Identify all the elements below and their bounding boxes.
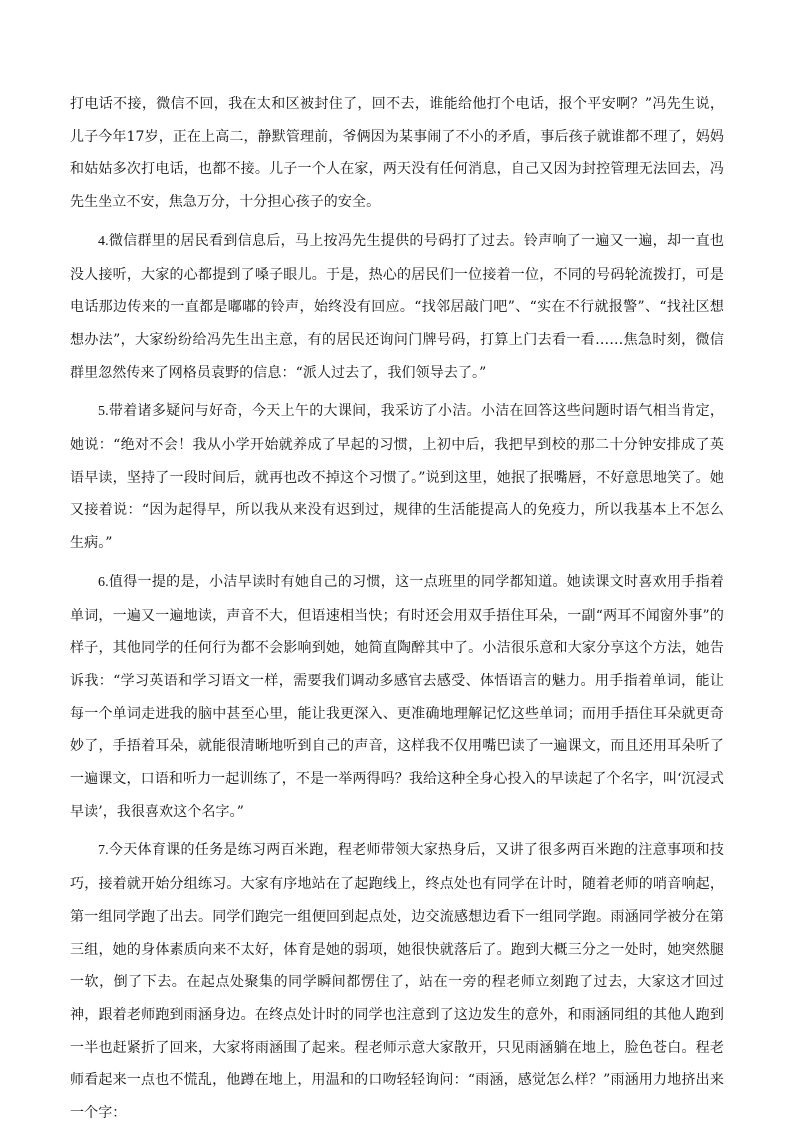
paragraph-4 (70, 225, 724, 390)
paragraph-text: 今天体育课的任务是练习两百米跑，程老师带领大家热身后，又讲了很多两百米跑的注意事项和技巧，接着就开始分组练习。大家有序地站在了起跑线上，终点处也有同学在计时，随着老师的哨音响起，第一组同学跑了出去。同学们跑完一组便回到起点处，边交流感想边看下一组同学跑。雨涵同学被分在第三组，她的身体素质向来不太好，体育是她的弱项，她很快就落后了。跑到大概三分之一处时，她突然腿一软，倒了下去。在起点处聚集的同学瞬间都愣住了，站在一旁的程老师立刻跑了过去，大家这才回过神，跟着老师跑到雨涵身边。在终点处计时的同学也注意到了这边发生的意外，和雨涵同组的其他人跑到一半也赶紧折了回来，大家将雨涵围了起来。程老师示意大家散开，只见雨涵躺在地上，脸色苍白。程老师看起来一点也不慌乱，他蹲在地上，用温和的口吻轻轻询问：“雨涵，感觉怎么样？”雨涵用力地挤出来一个字： (70, 842, 724, 1122)
paragraph-3-continuation (70, 88, 724, 219)
paragraph-text: 微信群里的居民看到信息后，马上按冯先生提供的号码打了过去。铃声响了一遍又一遍，却一直也没人接听，大家的心都提到了嗓子眼儿。于是，热心的居民们一位接着一位，不同的号码轮流拨打，可是电话那边传来的一直都是嘟嘟的铃声，始终没有回应。“找邻居敲门吧”、“实在不行就报警”、“找社区想想办法”，大家纷纷给冯先生出主意，有的居民还询问门牌号码，打算上门去看一看……焦急时刻，微信群里忽然传来了网格员袁野的信息：“派人过去了，我们领导去了。” (70, 232, 724, 381)
paragraph-6 (70, 566, 724, 829)
paragraph-number: 6. (98, 574, 109, 590)
paragraph-text: 打电话不接，微信不回，我在太和区被封住了，回不去，谁能给他打个电话，报个平安啊？”冯先生说，儿子今年17岁，正在上高二，静默管理前，爷俩因为某事闹了不小的矛盾，事后孩子就谁都不理了，妈妈和姑姑多次打电话，也都不接。儿子一个人在家，两天没有任何消息，自己又因为封控管理无法回去，冯先生坐立不安，焦急万分，十分担心孩子的安全。 (70, 96, 724, 211)
paragraph-number: 5. (98, 404, 109, 420)
paragraph-number: 4. (98, 233, 109, 249)
paragraph-text: 值得一提的是，小洁早读时有她自己的习惯，这一点班里的同学都知道。她读课文时喜欢用手指着单词，一遍又一遍地读，声音不大，但语速相当快；有时还会用双手捂住耳朵，一副“两耳不闻窗外事”的样子，其他同学的任何行为都不会影响到她，她简直陶醉其中了。小洁很乐意和大家分享这个方法，她告诉我：“学习英语和学习语文一样，需要我们调动多感官去感受、体悟语言的魅力。用手指着单词，能让每一个单词走进我的脑中甚至心里，能让我更深入、更准确地理解记忆这些单词；而用手捂住耳朵就更奇妙了，手捂着耳朵，就能很清晰地听到自己的声音，这样我不仅用嘴巴读了一遍课文，而且还用耳朵听了一遍课文，口语和听力一起训练了，不是一举两得吗？我给这种全身心投入的早读起了个名字，叫‘沉浸式早读’，我很喜欢这个名字。” (70, 573, 724, 820)
paragraph-5 (70, 395, 724, 560)
document-page (70, 88, 724, 1136)
paragraph-7 (70, 834, 724, 1129)
paragraph-number: 7. (98, 843, 109, 859)
paragraph-text: 带着诸多疑问与好奇，今天上午的大课间，我采访了小洁。小洁在回答这些问题时语气相当肯定，她说：“绝对不会！我从小学开始就养成了早起的习惯，上初中后，我把早到校的那二十分钟安排成了英语早读，坚持了一段时间后，就再也改不掉这个习惯了。”说到这里，她抿了抿嘴唇，不好意思地笑了。她又接着说：“因为起得早，所以我从来没有迟到过，规律的生活能提高人的免疫力，所以我基本上不怎么生病。” (70, 403, 724, 552)
